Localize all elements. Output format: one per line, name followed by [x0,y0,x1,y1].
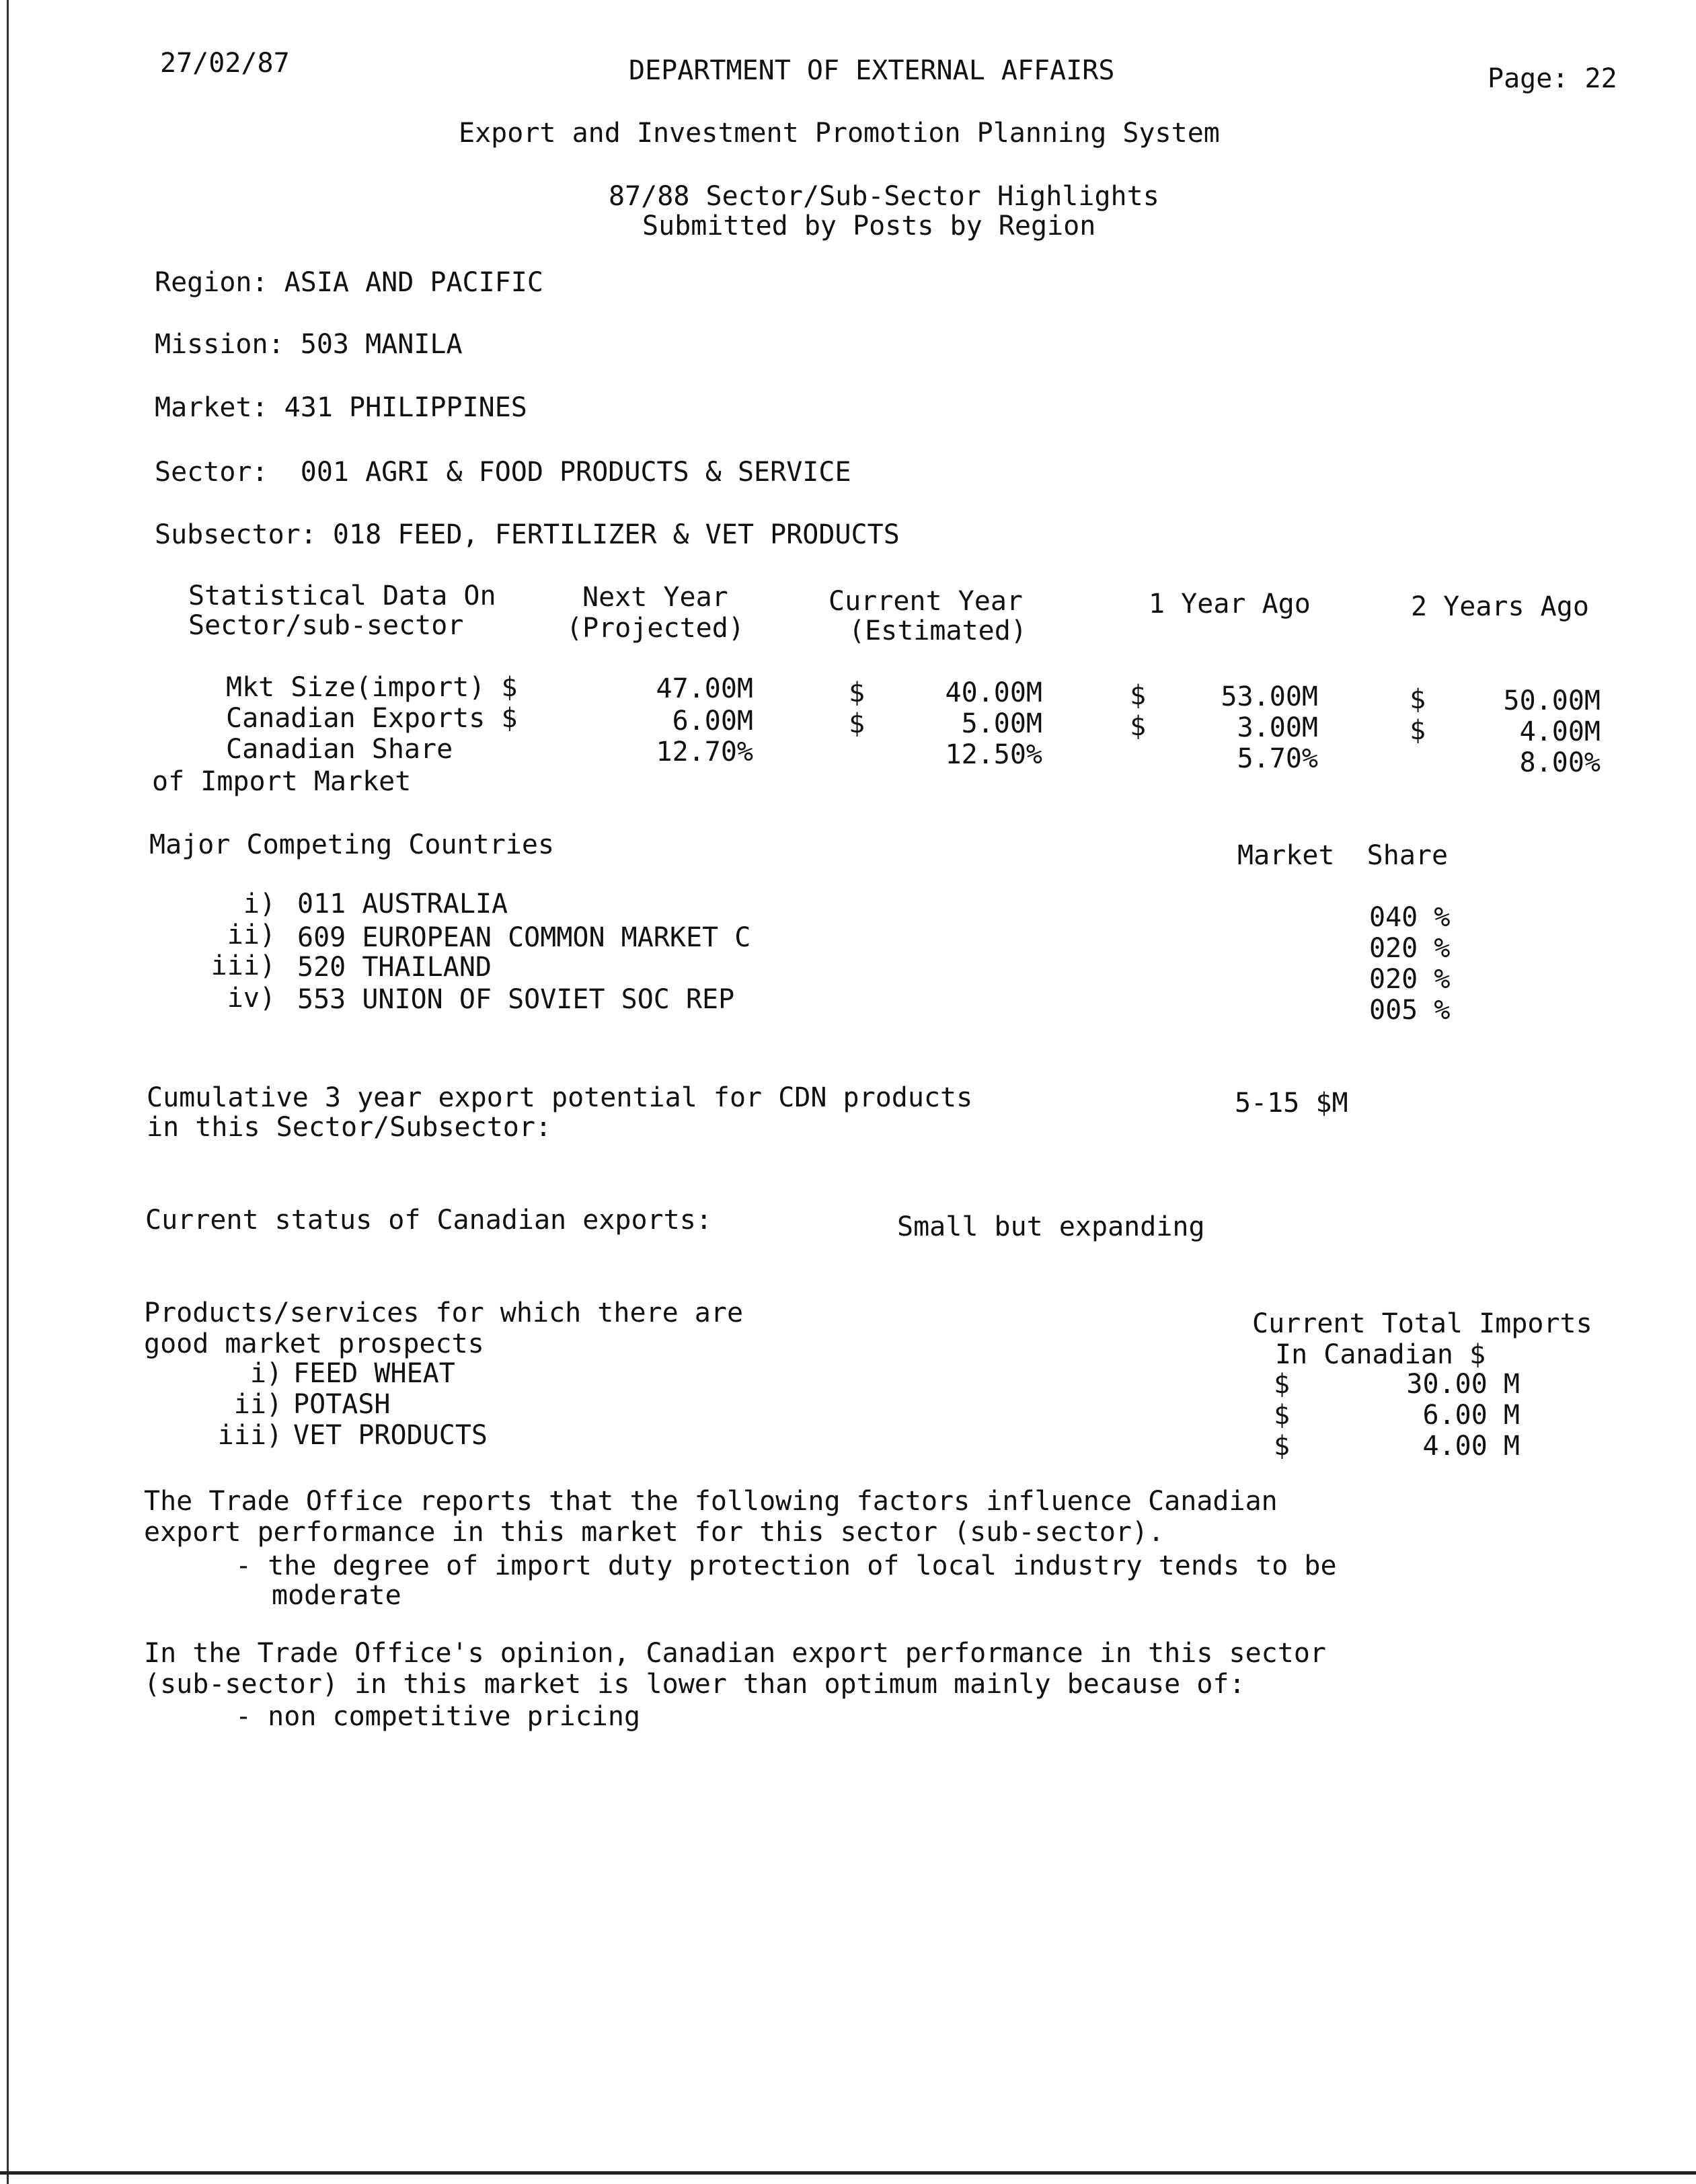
product-import-value: 6.00 M [1422,1400,1520,1431]
stats-header-one-year-ago: 1 Year Ago [1149,589,1311,619]
competitor-share: 020 % [1369,964,1451,995]
page-left-edge [7,0,9,2184]
stats-cell-next: 6.00M [672,706,753,737]
competitor-number: iii) [210,950,276,981]
status-value: Small but expanding [897,1211,1205,1242]
product-import-value: 4.00 M [1422,1431,1520,1462]
competitor-name: 520 THAILAND [297,952,492,983]
competitor-share: 020 % [1369,933,1451,964]
stats-cell-two-years: 4.00M [1519,716,1601,747]
stats-cell-one-year: 3.00M [1237,712,1318,743]
competitor-name: 011 AUSTRALIA [297,889,508,919]
competitor-name: 609 EUROPEAN COMMON MARKET C [297,922,751,953]
factors-line2: export performance in this market for this sector (sub-sector). [144,1517,1165,1548]
product-number: iii) [217,1420,282,1451]
stats-header-projected: (Projected) [566,613,744,644]
stats-row-label: Canadian Share [226,734,453,765]
stats-cell-current: 5.00M [961,708,1042,739]
stats-cell-one-year: 53.00M [1221,681,1318,712]
products-label-line1: Products/services for which there are [144,1297,744,1328]
dollar-sign: $ [1274,1431,1290,1462]
market-share-header: Market Share [1237,840,1449,871]
competitor-name: 553 UNION OF SOVIET SOC REP [297,984,735,1015]
dollar-sign: $ [1274,1400,1290,1431]
product-number: ii) [233,1389,282,1420]
imports-header-line1: Current Total Imports [1252,1308,1592,1339]
stats-header-label-2: Sector/sub-sector [188,610,464,641]
region-line: Region: ASIA AND PACIFIC [155,267,543,298]
imports-header-line2: In Canadian $ [1275,1339,1486,1370]
product-name: FEED WHEAT [293,1358,455,1389]
competitor-number: ii) [227,919,276,950]
dollar-sign: $ [1130,711,1147,742]
products-label-line2: good market prospects [144,1328,484,1359]
stats-cell-current: 40.00M [945,677,1042,708]
stats-header-label-1: Statistical Data On [188,580,496,611]
dollar-sign: $ [1410,715,1426,746]
stats-cell-next: 47.00M [656,673,753,704]
stats-header-two-years-ago: 2 Years Ago [1411,591,1589,622]
page-bottom-edge [0,2171,1696,2175]
stats-row-label: Mkt Size(import) $ [226,672,518,703]
stats-cell-one-year: 5.70% [1237,743,1318,774]
stats-row-label: Canadian Exports $ [226,703,518,734]
stats-header-estimated: (Estimated) [849,615,1027,646]
competitor-share: 040 % [1369,902,1451,933]
stats-header-current-year: Current Year [828,586,1023,617]
market-line: Market: 431 PHILIPPINES [155,392,527,423]
opinion-line2: (sub-sector) in this market is lower than optimum mainly because of: [144,1669,1245,1700]
department-title: DEPARTMENT OF EXTERNAL AFFAIRS [629,55,1115,86]
product-name: VET PRODUCTS [293,1420,488,1451]
competitor-number: i) [243,889,276,919]
stats-cell-current: 12.50% [945,739,1042,770]
competitor-share: 005 % [1369,995,1451,1026]
factors-line1: The Trade Office reports that the following factors influence Canadian [144,1486,1278,1517]
product-import-value: 30.00 M [1406,1369,1520,1400]
stats-cell-next: 12.70% [656,737,753,767]
subsector-line: Subsector: 018 FEED, FERTILIZER & VET PRODUCTS [155,519,900,550]
status-label: Current status of Canadian exports: [145,1205,712,1236]
competitor-number: iv) [227,983,276,1014]
opinion-line1: In the Trade Office's opinion, Canadian export performance in this sector [144,1638,1326,1669]
competitors-title: Major Competing Countries [149,829,555,860]
stats-cell-two-years: 50.00M [1503,685,1601,716]
dollar-sign: $ [1410,684,1426,715]
stats-row-label-continued: of Import Market [152,766,412,797]
report-date: 27/02/87 [160,48,290,79]
factor-bullet-line1: - the degree of import duty protection of local industry tends to be [235,1550,1337,1581]
sector-line: Sector: 001 AGRI & FOOD PRODUCTS & SERVICE [155,457,851,488]
potential-value: 5-15 $M [1235,1088,1348,1119]
opinion-bullet: - non competitive pricing [235,1701,641,1732]
report-subtitle: Submitted by Posts by Region [642,211,1096,241]
potential-label-line2: in this Sector/Subsector: [147,1112,552,1143]
product-number: i) [249,1358,282,1389]
dollar-sign: $ [1130,680,1147,711]
dollar-sign: $ [849,708,865,739]
system-title: Export and Investment Promotion Planning System [459,118,1220,149]
potential-label-line1: Cumulative 3 year export potential for CDN products [147,1082,973,1113]
stats-cell-two-years: 8.00% [1519,747,1601,778]
stats-header-next-year: Next Year [582,582,728,613]
report-title: 87/88 Sector/Sub-Sector Highlights [609,181,1159,212]
dollar-sign: $ [849,677,865,708]
dollar-sign: $ [1274,1369,1290,1400]
product-name: POTASH [293,1389,391,1420]
page-number: Page: 22 [1488,63,1617,94]
mission-line: Mission: 503 MANILA [155,329,463,360]
factor-bullet-line2: moderate [272,1580,401,1611]
